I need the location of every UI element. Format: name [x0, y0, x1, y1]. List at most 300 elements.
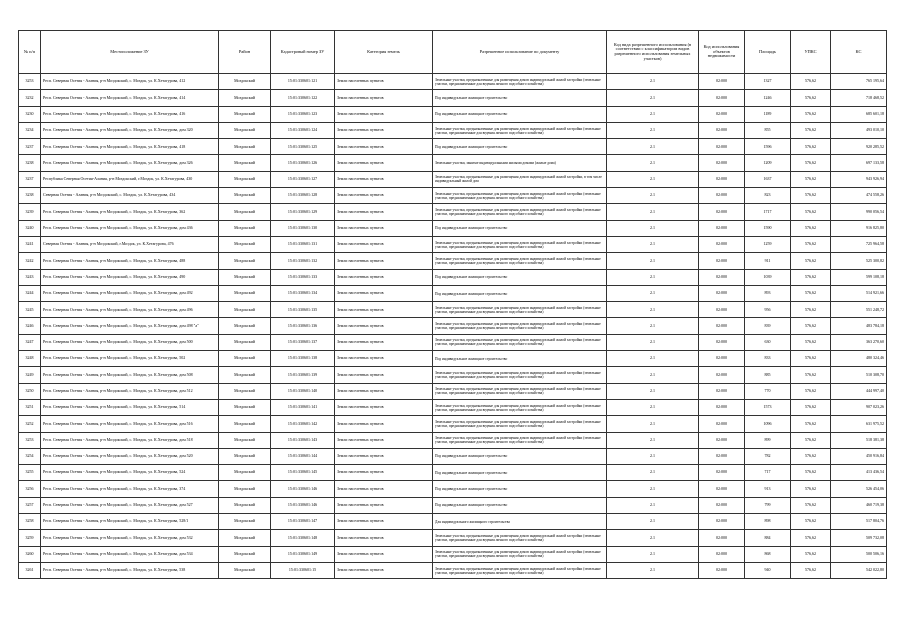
cell-land-category: Земли населенных пунктов	[335, 367, 433, 383]
cell-area: 630	[745, 334, 791, 350]
cell-number: 3258	[19, 514, 41, 530]
cell-area: 1209	[745, 155, 791, 171]
cell-permitted-use: Под индивидуальное жилищное строительство	[433, 106, 607, 122]
cell-number: 3247	[19, 334, 41, 350]
cell-district: Моздокский	[219, 155, 271, 171]
cell-cadastral-number: 15:01:330601:132	[271, 253, 335, 269]
cell-number: 3260	[19, 546, 41, 562]
col-header-use-code: Код вида разрешенного использования (в соответствии с классификатором видов разрешенного использования земельных участков)	[607, 31, 699, 74]
cell-area: 1246	[745, 90, 791, 106]
cell-property-use-code: 02:000	[699, 562, 745, 578]
cell-district: Моздокский	[219, 139, 271, 155]
cell-ks: 460 719,38	[831, 497, 887, 513]
table-row	[19, 546, 887, 562]
cell-property-use-code: 02:000	[699, 432, 745, 448]
cell-upks: 576,62	[791, 171, 831, 187]
cell-property-use-code: 02:000	[699, 90, 745, 106]
table-row	[19, 106, 887, 122]
cell-location: Республика Северная Осетия-Алания, р-н Моздокский, г.Моздок, ул. К.Хетагурова, 430	[41, 171, 219, 187]
cell-permitted-use: Под индивидуальное жилищное строительство	[433, 448, 607, 464]
cell-number: 3255	[19, 465, 41, 481]
cell-area: 1590	[745, 220, 791, 236]
cell-ks: 685 601,18	[831, 106, 887, 122]
cell-area: 1637	[745, 171, 791, 187]
cell-use-code: 2.1	[607, 122, 699, 138]
cell-permitted-use: Земельные участки, предназначенные для размещения домов индивидуальной жилой застройки (земельные участки, предназначенные для ведения личного подсобного хозяйства)	[433, 546, 607, 562]
table-row	[19, 139, 887, 155]
cell-number: 3254	[19, 448, 41, 464]
cell-cadastral-number: 15:01:330601:140	[271, 383, 335, 399]
cell-land-category: Земли населенных пунктов	[335, 139, 433, 155]
cell-land-category: Земли населенных пунктов	[335, 432, 433, 448]
cell-number: 3249	[19, 367, 41, 383]
cell-cadastral-number: 15:01:330601:128	[271, 188, 335, 204]
cell-property-use-code: 02:000	[699, 416, 745, 432]
cell-district: Моздокский	[219, 432, 271, 448]
cell-cadastral-number: 15:01:330601:129	[271, 204, 335, 220]
cell-use-code: 2.1	[607, 90, 699, 106]
cell-ks: 697 133,58	[831, 155, 887, 171]
cell-property-use-code: 02:000	[699, 285, 745, 301]
table-row	[19, 74, 887, 90]
cell-upks: 576,62	[791, 74, 831, 90]
cell-district: Моздокский	[219, 530, 271, 546]
cell-property-use-code: 02:000	[699, 220, 745, 236]
cell-area: 940	[745, 562, 791, 578]
cell-land-category: Земли населенных пунктов	[335, 204, 433, 220]
cell-location: Северная Осетия - Алания, р-н Моздокский, г.Моздок, ул. К.Хетагурова, 476	[41, 236, 219, 252]
cell-permitted-use: Земельные участки, предназначенные для размещения домов индивидуальной жилой застройки (земельные участки, предназначенные для ведения личного подсобного хозяйства)	[433, 318, 607, 334]
table-row	[19, 220, 887, 236]
cell-ks: 518 381,38	[831, 432, 887, 448]
cell-cadastral-number: 15:01:330601:144	[271, 448, 335, 464]
cell-upks: 576,62	[791, 448, 831, 464]
cell-use-code: 2.1	[607, 546, 699, 562]
cell-location: Респ. Северная Осетия - Алания, р-н Моздокский, с. Моздок, ул. К.Хетагурова, 524	[41, 465, 219, 481]
cell-district: Моздокский	[219, 383, 271, 399]
cell-upks: 576,62	[791, 481, 831, 497]
cell-area: 913	[745, 481, 791, 497]
cell-property-use-code: 02:000	[699, 155, 745, 171]
cell-location: Респ. Северная Осетия - Алания, р-н Моздокский, с. Моздок, ул. К.Хетагурова, дом 496	[41, 302, 219, 318]
cell-land-category: Земли населенных пунктов	[335, 155, 433, 171]
cell-upks: 576,62	[791, 139, 831, 155]
cell-permitted-use: Земельные участки, предназначенные для размещения домов индивидуальной жилой застройки (земельные участки, предназначенные для ведения личного подсобного хозяйства)	[433, 253, 607, 269]
cell-cadastral-number: 15:01:330601:134	[271, 285, 335, 301]
cell-ks: 599 108,18	[831, 269, 887, 285]
cell-cadastral-number: 15:01:330601:147	[271, 514, 335, 530]
table-row	[19, 367, 887, 383]
cell-location: Респ. Северная Осетия - Алания, р-н Моздокский, с. Моздок, ул. К.Хетагурова, 418	[41, 139, 219, 155]
cell-cadastral-number: 15:01:330601:139	[271, 367, 335, 383]
table-row	[19, 285, 887, 301]
cell-land-category: Земли населенных пунктов	[335, 562, 433, 578]
cell-ks: 483 784,18	[831, 318, 887, 334]
col-header-cadastral-number: Кадастровый номер ЗУ	[271, 31, 335, 74]
cell-number: 3256	[19, 481, 41, 497]
cell-number: 3230	[19, 106, 41, 122]
cell-use-code: 2.1	[607, 334, 699, 350]
cell-upks: 576,62	[791, 302, 831, 318]
cell-land-category: Земли населенных пунктов	[335, 481, 433, 497]
cell-cadastral-number: 15:01:330601:141	[271, 399, 335, 415]
table-row	[19, 90, 887, 106]
cell-district: Моздокский	[219, 253, 271, 269]
cell-upks: 576,62	[791, 204, 831, 220]
cell-ks: 990 056,54	[831, 204, 887, 220]
cell-number: 3244	[19, 285, 41, 301]
cell-ks: 363 270,60	[831, 334, 887, 350]
cell-area: 855	[745, 122, 791, 138]
cell-location: Респ. Северная Осетия - Алания, р-н Моздокский, с. Моздок, ул. К.Хетагурова, дом 320	[41, 122, 219, 138]
cell-permitted-use: Земельные участки, занятые индивидуальными жилыми домами (жилые дома)	[433, 155, 607, 171]
cell-area: 1259	[745, 236, 791, 252]
cell-ks: 525 300,82	[831, 253, 887, 269]
cell-location: Респ. Северная Осетия - Алания, р-н Моздокский, с. Моздок, ул. К.Хетагурова, 374	[41, 481, 219, 497]
cell-upks: 576,62	[791, 155, 831, 171]
cell-cadastral-number: 15:01:330601:136	[271, 318, 335, 334]
cell-upks: 576,62	[791, 236, 831, 252]
cell-area: 770	[745, 383, 791, 399]
cell-property-use-code: 02:000	[699, 253, 745, 269]
cell-number: 3251	[19, 399, 41, 415]
cell-use-code: 2.1	[607, 220, 699, 236]
cell-land-category: Земли населенных пунктов	[335, 318, 433, 334]
cell-upks: 576,62	[791, 416, 831, 432]
cell-upks: 576,62	[791, 399, 831, 415]
cell-upks: 576,62	[791, 90, 831, 106]
cell-cadastral-number: 15:01:330601:149	[271, 546, 335, 562]
cell-cadastral-number: 15:01:330601:142	[271, 416, 335, 432]
table-row	[19, 318, 887, 334]
cell-permitted-use: Под индивидуальное жилищное строительство	[433, 90, 607, 106]
cell-number: 3241	[19, 236, 41, 252]
cell-property-use-code: 02:000	[699, 448, 745, 464]
cell-land-category: Земли населенных пунктов	[335, 188, 433, 204]
cell-area: 911	[745, 253, 791, 269]
cell-location: Респ. Северная Осетия - Алания, р-н Моздокский, с. Моздок, ул. К.Хетагурова, дом 508	[41, 367, 219, 383]
cell-property-use-code: 02:000	[699, 530, 745, 546]
cell-property-use-code: 02:000	[699, 383, 745, 399]
cell-cadastral-number: 15:01:330601:127	[271, 171, 335, 187]
cell-location: Респ. Северная Осетия - Алания, р-н Моздокский, с. Моздок, ул. К.Хетагурова, 490	[41, 269, 219, 285]
cell-cadastral-number: 15:01:330601:143	[271, 432, 335, 448]
cell-ks: 517 804,76	[831, 514, 887, 530]
table-row	[19, 171, 887, 187]
cell-permitted-use: Под индивидуальное жилищное строительство	[433, 285, 607, 301]
cell-property-use-code: 02:000	[699, 106, 745, 122]
cell-ks: 509 732,08	[831, 530, 887, 546]
cell-permitted-use: Под индивидуальное жилищное строительство	[433, 269, 607, 285]
cell-property-use-code: 02:000	[699, 188, 745, 204]
cell-use-code: 2.1	[607, 269, 699, 285]
cell-area: 1039	[745, 269, 791, 285]
cell-land-category: Земли населенных пунктов	[335, 514, 433, 530]
cell-location: Респ. Северная Осетия - Алания, р-н Моздокский, с. Моздок, ул. К.Хетагурова, 502	[41, 351, 219, 367]
cell-cadastral-number: 15:01:330601:137	[271, 334, 335, 350]
table-row	[19, 465, 887, 481]
cell-ks: 551 248,72	[831, 302, 887, 318]
cell-ks: 480 324,46	[831, 351, 887, 367]
col-header-land-category: Категория земель	[335, 31, 433, 74]
cell-use-code: 2.1	[607, 74, 699, 90]
cell-area: 884	[745, 530, 791, 546]
cell-location: Респ. Северная Осетия - Алания, р-н Моздокский, с. Моздок, ул. К.Хетагурова, дом 492	[41, 285, 219, 301]
cell-permitted-use: Под индивидуальное жилищное строительство	[433, 220, 607, 236]
cell-district: Моздокский	[219, 122, 271, 138]
cell-ks: 500 506,16	[831, 546, 887, 562]
cell-number: 3261	[19, 562, 41, 578]
cell-permitted-use: Земельные участки, предназначенные для размещения домов индивидуальной жилой застройки (земельные участки, предназначенные для ведения личного подсобного хозяйства)	[433, 204, 607, 220]
cell-property-use-code: 02:000	[699, 465, 745, 481]
cell-use-code: 2.1	[607, 367, 699, 383]
cell-location: Респ. Северная Осетия - Алания, р-н Моздокский, с. Моздок, ул. К.Хетагурова, дом 516	[41, 416, 219, 432]
table-row	[19, 236, 887, 252]
cell-ks: 450 916,84	[831, 448, 887, 464]
cell-land-category: Земли населенных пунктов	[335, 465, 433, 481]
table-row	[19, 448, 887, 464]
cell-land-category: Земли населенных пунктов	[335, 546, 433, 562]
cell-ks: 526 454,06	[831, 481, 887, 497]
cell-use-code: 2.1	[607, 106, 699, 122]
cell-district: Моздокский	[219, 351, 271, 367]
cell-district: Моздокский	[219, 546, 271, 562]
cell-district: Моздокский	[219, 514, 271, 530]
cell-permitted-use: Под индивидуальное жилищное строительство	[433, 465, 607, 481]
cell-upks: 576,62	[791, 220, 831, 236]
cell-district: Моздокский	[219, 465, 271, 481]
cell-area: 898	[745, 514, 791, 530]
cell-district: Моздокский	[219, 416, 271, 432]
cell-area: 782	[745, 448, 791, 464]
cell-upks: 576,62	[791, 497, 831, 513]
cell-number: 3246	[19, 318, 41, 334]
cell-upks: 576,62	[791, 351, 831, 367]
cell-cadastral-number: 15:01:330601:122	[271, 90, 335, 106]
cell-cadastral-number: 15:01:330601:123	[271, 106, 335, 122]
cell-location: Респ. Северная Осетия - Алания, р-н Моздокский, с. Моздок, ул. К.Хетагурова, дом 518	[41, 432, 219, 448]
cell-land-category: Земли населенных пунктов	[335, 383, 433, 399]
cell-number: 3239	[19, 204, 41, 220]
cell-land-category: Земли населенных пунктов	[335, 285, 433, 301]
cell-ks: 765 195,64	[831, 74, 887, 90]
col-header-property-use-code: Код использования объектов недвижимости	[699, 31, 745, 74]
cell-district: Моздокский	[219, 302, 271, 318]
cell-number: 3257	[19, 497, 41, 513]
cell-location: Респ. Северная Осетия - Алания, р-н Моздокский, с. Моздок, ул. К.Хетагурова, 414	[41, 90, 219, 106]
cell-land-category: Земли населенных пунктов	[335, 448, 433, 464]
cell-upks: 576,62	[791, 514, 831, 530]
cell-area: 1596	[745, 139, 791, 155]
cell-number: 3234	[19, 122, 41, 138]
cell-permitted-use: Земельные участки, предназначенные для размещения домов индивидуальной жилой застройки (земельные участки, предназначенные для ведения личного подсобного хозяйства)	[433, 530, 607, 546]
cell-area: 1189	[745, 106, 791, 122]
cell-permitted-use: Земельные участки, предназначенные для размещения домов индивидуальной жилой застройки (земельные участки, предназначенные для ведения личного подсобного хозяйства)	[433, 416, 607, 432]
cell-ks: 474 558,26	[831, 188, 887, 204]
col-header-district: Район	[219, 31, 271, 74]
cell-use-code: 2.1	[607, 351, 699, 367]
cell-land-category: Земли населенных пунктов	[335, 269, 433, 285]
cell-district: Моздокский	[219, 106, 271, 122]
table-row	[19, 188, 887, 204]
cell-ks: 493 010,10	[831, 122, 887, 138]
cell-location: Респ. Северная Осетия - Алания, р-н Моздокский, с. Моздок, ул. К.Хетагурова, 362	[41, 204, 219, 220]
cell-permitted-use: Земельные участки, предназначенные для размещения домов индивидуальной жилой застройки (земельные участки, предназначенные для ведения личного подсобного хозяйства)	[433, 399, 607, 415]
cell-land-category: Земли населенных пунктов	[335, 122, 433, 138]
document-sheet	[18, 30, 886, 579]
cell-property-use-code: 02:000	[699, 546, 745, 562]
land-plots-table	[18, 30, 887, 579]
table-row	[19, 514, 887, 530]
table-row	[19, 253, 887, 269]
cell-ks: 907 023,26	[831, 399, 887, 415]
cell-location: Респ. Северная Осетия - Алания, р-н Моздокский, с. Моздок, ул. К.Хетагурова, дом 520	[41, 448, 219, 464]
cell-district: Моздокский	[219, 204, 271, 220]
cell-use-code: 2.1	[607, 481, 699, 497]
cell-upks: 576,62	[791, 122, 831, 138]
cell-upks: 576,62	[791, 318, 831, 334]
cell-permitted-use: Земельные участки, предназначенные для размещения домов индивидуальной жилой застройки (земельные участки, предназначенные для ведения личного подсобного хозяйства)	[433, 188, 607, 204]
cell-location: Респ. Северная Осетия - Алания, р-н Моздокский, с. Моздок, ул. К.Хетагурова, дом 326	[41, 155, 219, 171]
cell-district: Моздокский	[219, 90, 271, 106]
cell-use-code: 2.1	[607, 302, 699, 318]
table-row	[19, 432, 887, 448]
cell-number: 3232	[19, 90, 41, 106]
table-row	[19, 399, 887, 415]
cell-use-code: 2.1	[607, 171, 699, 187]
cell-district: Моздокский	[219, 367, 271, 383]
table-body	[19, 74, 887, 579]
cell-property-use-code: 02:000	[699, 269, 745, 285]
cell-ks: 943 926,94	[831, 171, 887, 187]
cell-use-code: 2.1	[607, 285, 699, 301]
cell-upks: 576,62	[791, 269, 831, 285]
cell-permitted-use: Земельные участки, предназначенные для размещения домов индивидуальной жилой застройки (земельные участки, предназначенные для ведения личного подсобного хозяйства)	[433, 334, 607, 350]
table-row	[19, 416, 887, 432]
cell-location: Респ. Северная Осетия - Алания, р-н Моздокский, с. Моздок, ул. К.Хетагурова, дом 512	[41, 383, 219, 399]
cell-permitted-use: Земельные участки, предназначенные для размещения домов индивидуальной жилой застройки (земельные участки, предназначенные для ведения личного подсобного хозяйства)	[433, 562, 607, 578]
cell-number: 3245	[19, 302, 41, 318]
cell-land-category: Земли населенных пунктов	[335, 334, 433, 350]
cell-use-code: 2.1	[607, 399, 699, 415]
cell-cadastral-number: 15:01:330601:135	[271, 302, 335, 318]
cell-number: 3252	[19, 416, 41, 432]
cell-location: Респ. Северная Осетия - Алания, р-н Моздокский, с. Моздок, ул. К.Хетагурова, дом 532	[41, 530, 219, 546]
cell-cadastral-number: 15:01:330601:121	[271, 74, 335, 90]
cell-ks: 725 964,58	[831, 236, 887, 252]
cell-cadastral-number: 15:01:330601:126	[271, 155, 335, 171]
cell-permitted-use: Под индивидуальное жилищное строительство	[433, 139, 607, 155]
cell-area: 893	[745, 285, 791, 301]
cell-location: Респ. Северная Осетия - Алания, р-н Моздокский, с. Моздок, ул. К.Хетагурова, дом 534	[41, 546, 219, 562]
cell-use-code: 2.1	[607, 448, 699, 464]
cell-use-code: 2.1	[607, 530, 699, 546]
cell-land-category: Земли населенных пунктов	[335, 253, 433, 269]
cell-ks: 920 285,52	[831, 139, 887, 155]
cell-upks: 576,62	[791, 334, 831, 350]
cell-cadastral-number: 15:01:330601:131	[271, 236, 335, 252]
cell-upks: 576,62	[791, 432, 831, 448]
table-row	[19, 497, 887, 513]
cell-cadastral-number: 15:01:330601:125	[271, 139, 335, 155]
table-row	[19, 155, 887, 171]
cell-location: Респ. Северная Осетия - Алания, р-н Моздокский, с. Моздок, ул. К.Хетагурова, 538	[41, 562, 219, 578]
cell-location: Северная Осетия - Алания, р-н Моздокский, с. Моздок, ул. К.Хетагурова, 434	[41, 188, 219, 204]
table-row	[19, 383, 887, 399]
cell-district: Моздокский	[219, 285, 271, 301]
cell-ks: 718 468,52	[831, 90, 887, 106]
table-row	[19, 204, 887, 220]
cell-property-use-code: 02:000	[699, 204, 745, 220]
cell-use-code: 2.1	[607, 383, 699, 399]
cell-district: Моздокский	[219, 220, 271, 236]
cell-number: 3238	[19, 188, 41, 204]
cell-upks: 576,62	[791, 106, 831, 122]
table-row	[19, 530, 887, 546]
cell-area: 1327	[745, 74, 791, 90]
cell-use-code: 2.1	[607, 155, 699, 171]
cell-upks: 576,62	[791, 465, 831, 481]
cell-use-code: 2.1	[607, 139, 699, 155]
cell-permitted-use: Земельные участки, предназначенные для размещения домов индивидуальной жилой застройки (земельные участки, предназначенные для ведения личного подсобного хозяйства)	[433, 302, 607, 318]
cell-land-category: Земли населенных пунктов	[335, 220, 433, 236]
table-row	[19, 351, 887, 367]
cell-permitted-use: Земельные участки, предназначенные для размещения домов индивидуальной жилой застройки, в том числе индивидуальный жилой дом	[433, 171, 607, 187]
cell-permitted-use: Под индивидуальное жилищное строительство	[433, 351, 607, 367]
cell-land-category: Земли населенных пунктов	[335, 497, 433, 513]
table-row	[19, 122, 887, 138]
cell-land-category: Земли населенных пунктов	[335, 90, 433, 106]
cell-use-code: 2.1	[607, 465, 699, 481]
cell-number: 3238	[19, 155, 41, 171]
table-row	[19, 269, 887, 285]
cell-number: 3248	[19, 351, 41, 367]
cell-use-code: 2.1	[607, 497, 699, 513]
cell-district: Моздокский	[219, 399, 271, 415]
cell-property-use-code: 02:000	[699, 399, 745, 415]
cell-use-code: 2.1	[607, 416, 699, 432]
cell-district: Моздокский	[219, 74, 271, 90]
cell-land-category: Земли населенных пунктов	[335, 530, 433, 546]
cell-district: Моздокский	[219, 562, 271, 578]
cell-number: 3259	[19, 530, 41, 546]
table-row	[19, 481, 887, 497]
cell-district: Моздокский	[219, 481, 271, 497]
cell-property-use-code: 02:000	[699, 171, 745, 187]
cell-cadastral-number: 15:01:330601:148	[271, 530, 335, 546]
col-header-permitted-use: Разрешенное использование по документу	[433, 31, 607, 74]
cell-ks: 510 308,70	[831, 367, 887, 383]
cell-property-use-code: 02:000	[699, 139, 745, 155]
cell-area: 717	[745, 465, 791, 481]
cell-land-category: Земли населенных пунктов	[335, 399, 433, 415]
cell-area: 1573	[745, 399, 791, 415]
cell-land-category: Земли населенных пунктов	[335, 171, 433, 187]
cell-upks: 576,62	[791, 285, 831, 301]
cell-area: 1096	[745, 416, 791, 432]
col-header-ks: КС	[831, 31, 887, 74]
table-row	[19, 302, 887, 318]
cell-number: 3237	[19, 139, 41, 155]
cell-ks: 444 997,40	[831, 383, 887, 399]
cell-upks: 576,62	[791, 367, 831, 383]
cell-district: Моздокский	[219, 448, 271, 464]
cell-use-code: 2.1	[607, 253, 699, 269]
cell-land-category: Земли населенных пунктов	[335, 416, 433, 432]
cell-area: 1717	[745, 204, 791, 220]
cell-area: 885	[745, 367, 791, 383]
cell-area: 833	[745, 351, 791, 367]
